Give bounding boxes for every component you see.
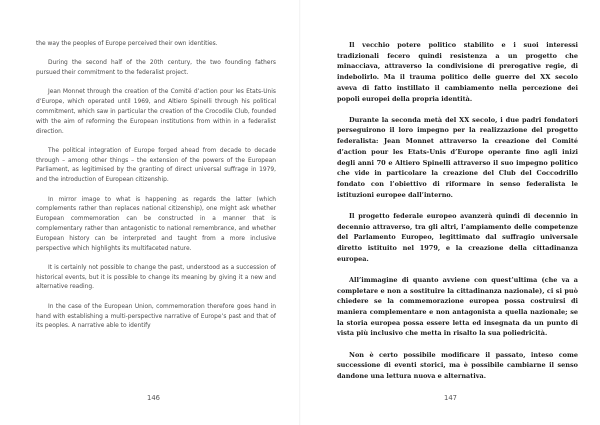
right-paragraph-1: Il vecchio potere politico stabilito e i suoi interessi tradizionali fecero quindi resistenza a un progetto che minacciava, attraverso la condivisione di prerogative regie, di indebolirlo. Ma il trauma politico delle guerre del XX secolo aveva di fatto instillato il cambiamento nella percezione dei popoli europei della propria identità. <box>337 41 578 103</box>
left-page-text <box>36 40 276 342</box>
left-paragraph-4: The political integration of Europe forged ahead from decade to decade through – among other things – the extension of the powers of the European Parliament, as legitimised by the granting of direct universal suffrage in 1979, and the introduction of European citizenship. <box>36 147 276 184</box>
left-paragraph-5: In mirror image to what is happening as regards the latter (which complements rather than replaces national citizenship), one might ask whether European commemoration can be constructed in a manner that is complementary rather than antagonistic to national remembrance, and whether European history can be interpreted and taught from a more inclusive perspective which highlights its multifaceted nature. <box>36 196 276 252</box>
right-page <box>300 0 600 425</box>
right-paragraph-5: Non è certo possibile modificare il passato, inteso come successione di eventi storici, ma è possibile cambiarne il senso dandone una lettura nuova e alternativa. <box>337 350 578 380</box>
right-paragraph-3: Il progetto federale europeo avanzerà quindi di decennio in decennio attraverso, tra gli altri, l’ampiamento delle competenze del Parlamento Europeo, legittimato dal suffragio universale diretto istituito nel 1979, e la creazione della cittadinanza europea. <box>337 211 578 263</box>
left-paragraph-2: During the second half of the 20th century, the two founding fathers pursued their commitment to the federalist project. <box>36 60 276 77</box>
right-paragraph-4: All’immagine di quanto avviene con quest’ultima (che va a completare e non a sostituire la cittadinanza nazionale), ci si può chiedere se la commemorazione europea possa costruirsi di maniera complementare e non antagonista a quella nazionale; se la storia europea possa essere letta ed insegnata da un punto di vista più inclusivo che metta in risalto la sua poliedricità. <box>337 275 578 338</box>
right-page-text <box>337 40 578 392</box>
left-paragraph-1: the way the peoples of Europe perceived their own identities. <box>36 41 218 47</box>
right-paragraph-2: Durante la seconda metà del XX secolo, i due padri fondatori perseguirono il loro impegno per la realizzazione del progetto federalista: Jean Monnet attraverso la creazione del Comité d’action pour les Etats-Unis d’Europe operante fino agli inizi degli anni 70 e Altiero Spinelli attraverso il suo impegno politico che vide in particolare la creazione del Club del Coccodrillo fondato con l’obiettivo di riformare in senso federalista le istituzioni europee dall’interno. <box>337 115 578 199</box>
right-page-number: 147 <box>444 394 457 402</box>
left-page-number: 146 <box>147 394 160 402</box>
left-paragraph-6: It is certainly not possible to change the past, understood as a succession of historical events, but it is possible to change its meaning by giving it a new and alternative reading. <box>36 264 276 291</box>
left-paragraph-3: Jean Monnet through the creation of the Comité d’action pour les Etats-Unis d’Europe, which operated until 1969, and Altiero Spinelli through his political commitment, which saw in particular the creation of the Crocodile Club, founded with the aim of reforming the European institutions from within in a federalist direction. <box>36 89 276 135</box>
left-paragraph-7: In the case of the European Union, commemoration therefore goes hand in hand with establishing a multi-perspective narrative of Europe’s past and that of its peoples. A narrative able to identify <box>36 303 276 330</box>
